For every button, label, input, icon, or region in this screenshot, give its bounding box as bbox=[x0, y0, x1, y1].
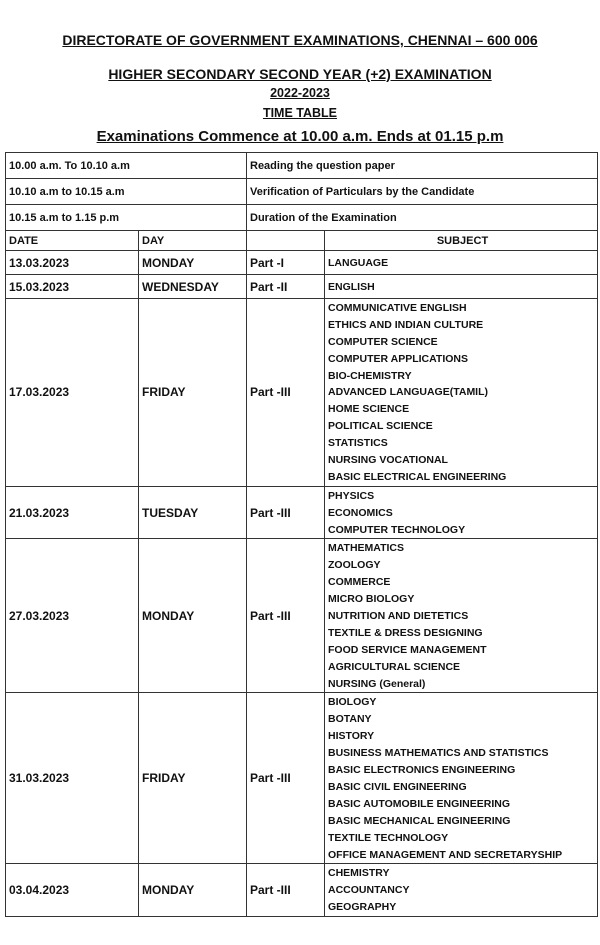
subject-item: BIOLOGY bbox=[328, 696, 377, 709]
subject-item: POLITICAL SCIENCE bbox=[328, 420, 433, 433]
timetable bbox=[5, 152, 598, 917]
exam-subjects bbox=[325, 251, 598, 275]
exam-date: 17.03.2023 bbox=[6, 299, 139, 487]
exam-timing-note: Examinations Commence at 10.00 a.m. Ends at 01.15 p.m bbox=[96, 128, 504, 145]
exam-part: Part -III bbox=[247, 864, 325, 917]
subject-item: COMMUNICATIVE ENGLISH bbox=[328, 302, 467, 314]
academic-year: 2022-2023 bbox=[270, 86, 330, 100]
subject-item: TEXTILE TECHNOLOGY bbox=[328, 831, 449, 844]
timing-time: 10.10 a.m to 10.15 a.m bbox=[6, 179, 247, 205]
exam-subjects bbox=[325, 275, 598, 299]
timing-row bbox=[6, 179, 598, 205]
exam-day: MONDAY bbox=[139, 251, 247, 275]
subject-item: ETHICS AND INDIAN CULTURE bbox=[328, 318, 484, 331]
date-column-header: DATE bbox=[6, 231, 139, 251]
exam-part: Part -III bbox=[247, 539, 325, 693]
exam-date: 27.03.2023 bbox=[6, 539, 139, 693]
subject-item: BASIC ELECTRONICS ENGINEERING bbox=[328, 764, 516, 777]
exam-date: 03.04.2023 bbox=[6, 864, 139, 917]
subject-item: BASIC AUTOMOBILE ENGINEERING bbox=[328, 797, 511, 810]
exam-row bbox=[6, 299, 598, 487]
exam-row bbox=[6, 539, 598, 693]
directorate-title: DIRECTORATE OF GOVERNMENT EXAMINATIONS, CHENNAI – 600 006 bbox=[62, 32, 538, 48]
exam-part: Part -III bbox=[247, 693, 325, 864]
exam-subjects bbox=[325, 539, 598, 693]
subject-item: ECONOMICS bbox=[328, 506, 393, 519]
subject-item: LANGUAGE bbox=[328, 256, 389, 269]
subject-item: BASIC ELECTRICAL ENGINEERING bbox=[328, 470, 507, 483]
exam-row bbox=[6, 251, 598, 275]
subject-item: ZOOLOGY bbox=[328, 559, 381, 572]
exam-subjects bbox=[325, 693, 598, 864]
subject-item: BIO-CHEMISTRY bbox=[328, 369, 412, 382]
timetable-heading: TIME TABLE bbox=[262, 106, 338, 120]
exam-row bbox=[6, 275, 598, 299]
subject-item: CHEMISTRY bbox=[328, 867, 390, 880]
subject-item: COMPUTER TECHNOLOGY bbox=[328, 523, 466, 536]
subject-item: NUTRITION AND DIETETICS bbox=[328, 610, 469, 623]
exam-part: Part -III bbox=[247, 299, 325, 487]
subject-item: ADVANCED LANGUAGE(TAMIL) bbox=[328, 386, 489, 399]
timing-row bbox=[6, 205, 598, 231]
timing-activity: Reading the question paper bbox=[247, 153, 598, 179]
subject-item: BASIC MECHANICAL ENGINEERING bbox=[328, 814, 511, 827]
column-header-row bbox=[6, 231, 598, 251]
subject-item: COMPUTER SCIENCE bbox=[328, 335, 438, 348]
exam-row bbox=[6, 864, 598, 917]
day-column-header: DAY bbox=[139, 231, 247, 251]
timing-row bbox=[6, 153, 598, 179]
exam-row bbox=[6, 693, 598, 864]
subject-item: OFFICE MANAGEMENT AND SECRETARYSHIP bbox=[328, 848, 563, 861]
exam-subjects bbox=[325, 486, 598, 539]
exam-subjects bbox=[325, 299, 598, 487]
subject-item: BOTANY bbox=[328, 713, 372, 726]
exam-row bbox=[6, 486, 598, 539]
subject-item: ENGLISH bbox=[328, 280, 375, 293]
part-column-header bbox=[247, 231, 325, 251]
exam-date: 13.03.2023 bbox=[6, 251, 139, 275]
subject-column-header: SUBJECT bbox=[325, 231, 598, 251]
timing-time: 10.15 a.m to 1.15 p.m bbox=[6, 205, 247, 231]
exam-date: 15.03.2023 bbox=[6, 275, 139, 299]
exam-part: Part -I bbox=[247, 251, 325, 275]
exam-date: 31.03.2023 bbox=[6, 693, 139, 864]
subject-item: MATHEMATICS bbox=[328, 542, 405, 555]
subject-item: HOME SCIENCE bbox=[328, 403, 410, 416]
timing-time: 10.00 a.m. To 10.10 a.m bbox=[6, 153, 247, 179]
subject-item: PHYSICS bbox=[328, 489, 375, 502]
subject-item: NURSING (General) bbox=[328, 677, 426, 690]
timing-activity: Duration of the Examination bbox=[247, 205, 598, 231]
subject-item: HISTORY bbox=[328, 730, 375, 743]
subject-item: TEXTILE & DRESS DESIGNING bbox=[328, 626, 483, 639]
timing-activity: Verification of Particulars by the Candidate bbox=[247, 179, 598, 205]
subject-item: COMPUTER APPLICATIONS bbox=[328, 352, 469, 365]
subject-item: BUSINESS MATHEMATICS AND STATISTICS bbox=[328, 747, 549, 760]
exam-day: TUESDAY bbox=[139, 486, 247, 539]
exam-day: MONDAY bbox=[139, 864, 247, 917]
exam-day: WEDNESDAY bbox=[139, 275, 247, 299]
subject-item: STATISTICS bbox=[328, 437, 388, 450]
subject-item: FOOD SERVICE MANAGEMENT bbox=[328, 643, 487, 656]
exam-day: MONDAY bbox=[139, 539, 247, 693]
subject-item: NURSING VOCATIONAL bbox=[328, 454, 448, 467]
subject-item: BASIC CIVIL ENGINEERING bbox=[328, 780, 467, 793]
subject-item: AGRICULTURAL SCIENCE bbox=[328, 660, 461, 673]
exam-day: FRIDAY bbox=[139, 299, 247, 487]
exam-title: HIGHER SECONDARY SECOND YEAR (+2) EXAMINATION bbox=[108, 66, 492, 82]
exam-part: Part -III bbox=[247, 486, 325, 539]
exam-day: FRIDAY bbox=[139, 693, 247, 864]
exam-subjects bbox=[325, 864, 598, 917]
exam-part: Part -II bbox=[247, 275, 325, 299]
subject-item: COMMERCE bbox=[328, 576, 391, 589]
subject-item: ACCOUNTANCY bbox=[328, 884, 410, 897]
subject-item: GEOGRAPHY bbox=[328, 901, 397, 914]
subject-item: MICRO BIOLOGY bbox=[328, 593, 415, 606]
exam-date: 21.03.2023 bbox=[6, 486, 139, 539]
